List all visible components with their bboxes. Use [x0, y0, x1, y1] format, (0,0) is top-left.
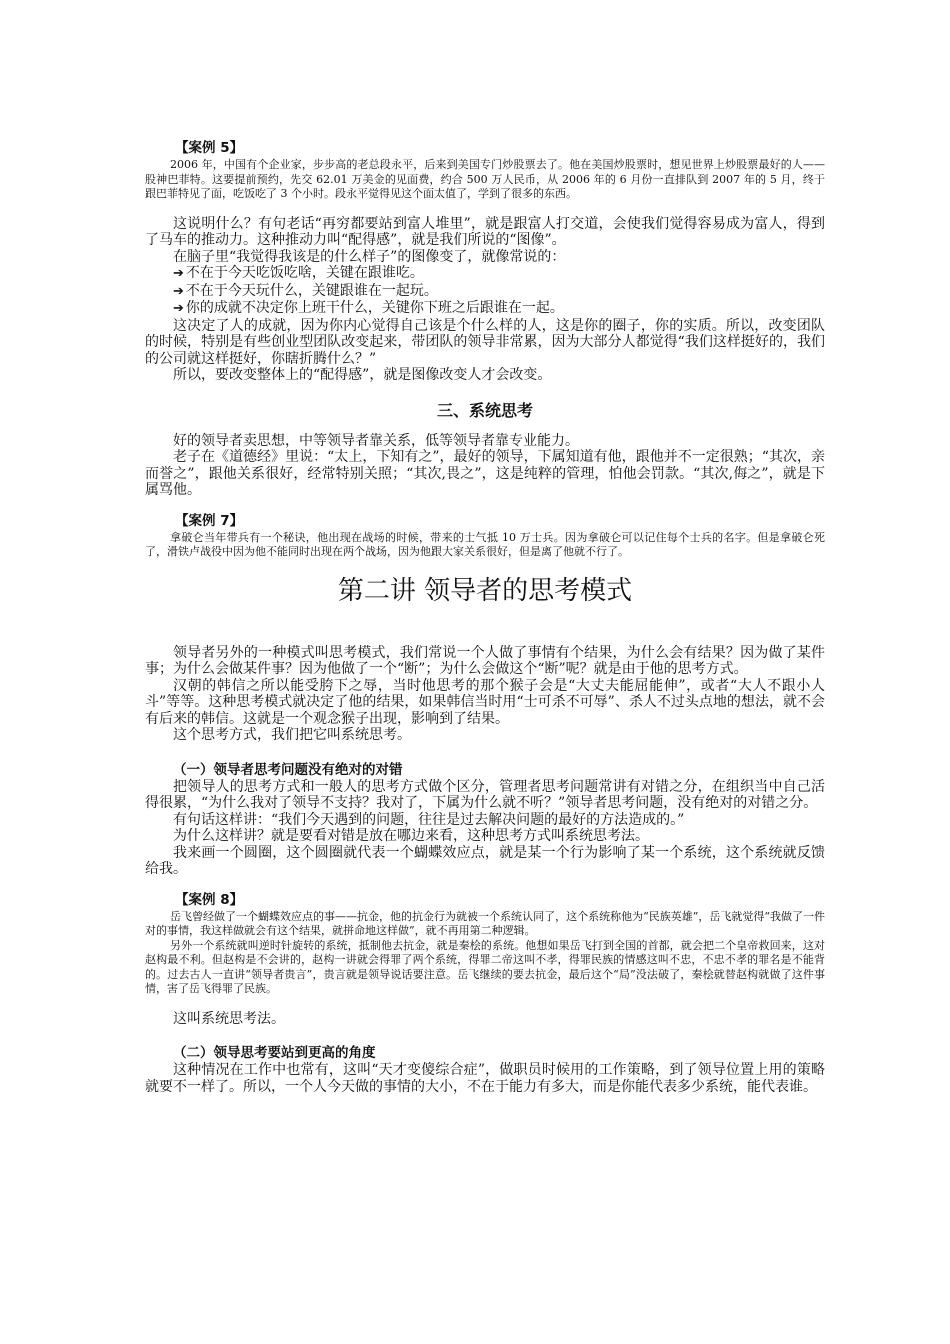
bullet-item [173, 265, 825, 283]
case-7-text: 拿破仑当年带兵有一个秘诀，他出现在战场的时候，带来的士气抵 10 万士兵。因为拿破仑可以记住每个士兵的名字。但是拿破仑死了，滑铁卢战役中因为他不能同时出现在两个战场，因为他跟大家关系很好，但是离了他就不行了。 [145, 530, 825, 558]
paragraph: 领导者另外的一种模式叫思考模式，我们常说一个人做了事情有个结果，为什么会有结果？因为做了某件事；为什么会做某件事？因为他做了一个“断”；为什么会做这个“断”呢？就是由于他的思考方式。 [145, 644, 825, 677]
paragraph: 有句话这样讲：“我们今天遇到的问题，往往是过去解决问题的最好的方法造成的。” [173, 811, 685, 828]
subsection-heading: （一）领导者思考问题没有绝对的对错 [173, 761, 403, 778]
case-8-text: 岳飞曾经做了一个蝴蝶效应点的事——抗金，他的抗金行为就被一个系统认同了，这个系统称他为“民族英雄”，岳飞就觉得“我做了一件对的事情，我这样做就会有这个结果，就拼命地这样做”，就不再用第二种逻辑。 [145, 909, 825, 937]
bullet-item [173, 283, 825, 301]
case-5-heading: 【案例 5】 [175, 140, 244, 156]
paragraph: 所以，要改变整体上的“配得感”，就是图像改变人才会改变。 [173, 367, 552, 383]
arrow-right-icon: ➔ [173, 301, 184, 316]
paragraph: 为什么这样讲？就是要看对错是放在哪边来看，这种思考方式叫系统思考法。 [173, 828, 649, 844]
paragraph: 好的领导者卖思想，中等领导者靠关系，低等领导者靠专业能力。 [173, 432, 579, 449]
subsection-heading: （二）领导思考要站到更高的角度 [173, 1045, 376, 1061]
bullet-item [173, 300, 825, 318]
paragraph: 这叫系统思考法。 [173, 1010, 285, 1027]
case-8-text: 另外一个系统就叫逆时针旋转的系统，抵制他去抗金，就是秦桧的系统。他想如果岳飞打到全国的首都，就会把二个皇帝救回来，这对赵构最不利。但赵构是不会讲的，赵构一讲就会得罪了两个系统，得罪二帝这叫不孝，得罪民族的情感这叫不忠，不忠不孝的罪名是不能背的。过去古人一直讲“领导者贵言”，贵言就是领导说话要注意。岳飞继续的要去抗金，最后这个“局”没法破了，秦桧就替赵构就做了这件事情，害了岳飞得罪了民族。 [145, 938, 825, 995]
paragraph: 在脑子里“我觉得我该是的什么样子”的图像变了，就像常说的： [173, 248, 566, 265]
bullet-text: 你的成就不决定你上班干什么，关键你下班之后跟谁在一起。 [185, 300, 564, 316]
bullet-text: 不在于今天吃饭吃啥，关键在跟谁吃。 [185, 265, 424, 281]
paragraph: 老子在《道德经》里说：“太上，下知有之”，最好的领导，下属知道有他，跟他并不一定很熟；“其次，亲而誉之”，跟他关系很好，经常特别关照；“其次,畏之”，这是纯粹的管理，怕他会罚款。“其次,侮之”，就是下属骂他。 [145, 449, 825, 498]
case-5-text: 2006 年，中国有个企业家，步步高的老总段永平，后来到美国专门炒股票去了。他在美国炒股票时，想见世界上炒股票最好的人——股神巴菲特。这要提前预约，先交 62.01 万美金的见面费，约合 500 万人民币，从 2006 年的 6 月份一直排队到 2007 年的 5 月，终于跟巴菲特见了面，吃饭吃了 3 个小时。段永平觉得见这个面太值了，学到了很多的东西。 [145, 158, 825, 200]
paragraph: 这决定了人的成就，因为你内心觉得自己该是个什么样的人，这是你的圈子，你的实质。所以，改变团队的时候，特别是有些创业型团队改变起来，带团队的领导非常累，因为大部分人都觉得“我们这样挺好的，我们的公司就这样挺好，你瞎折腾什么？” [145, 317, 825, 367]
arrow-right-icon: ➔ [173, 283, 184, 299]
paragraph: 这说明什么？有句老话“再穷都要站到富人堆里”，就是跟富人打交道，会使我们觉得容易成为富人，得到了马车的推动力。这种推动力叫“配得感”，就是我们所说的“图像”。 [145, 215, 825, 248]
document-page [145, 140, 825, 1095]
case-7-heading: 【案例 7】 [175, 512, 244, 529]
lecture-title: 第二讲 领导者的思考模式 [337, 575, 633, 606]
paragraph: 这种情况在工作中也常有，这叫“天才变傻综合症”，做职员时候用的工作策略，到了领导位置上用的策略就要不一样了。所以，一个人今天做的事情的大小，不在于能力有多大，而是你能代表多少系统，能代表谁。 [145, 1062, 825, 1095]
section-title: 三、系统思考 [436, 400, 533, 420]
paragraph: 我来画一个圆圈，这个圆圈就代表一个蝴蝶效应点，就是某一个行为影响了某一个系统，这个系统就反馈给我。 [145, 844, 825, 877]
paragraph: 把领导人的思考方式和一般人的思考方式做个区分，管理者思考问题常讲有对错之分，在组织当中自己活得很累，“为什么我对了领导不支持？我对了，下属为什么就不听？”领导者思考问题，没有绝对的对错之分。 [145, 778, 825, 811]
arrow-right-icon: ➔ [173, 266, 184, 281]
case-8-heading: 【案例 8】 [175, 891, 244, 908]
paragraph: 这个思考方式，我们把它叫系统思考。 [173, 727, 411, 743]
bullet-text: 不在于今天玩什么，关键跟谁在一起玩。 [185, 282, 438, 299]
paragraph: 汉朝的韩信之所以能受胯下之辱，当时他思考的那个猴子会是“大丈夫能屈能伸”，或者“大人不跟小人斗”等等。这种思考模式就决定了他的结果，如果韩信当时用“士可杀不可辱”、杀人不过头点地的想法，就不会有后来的韩信。这就是一个观念猴子出现，影响到了结果。 [145, 677, 825, 727]
